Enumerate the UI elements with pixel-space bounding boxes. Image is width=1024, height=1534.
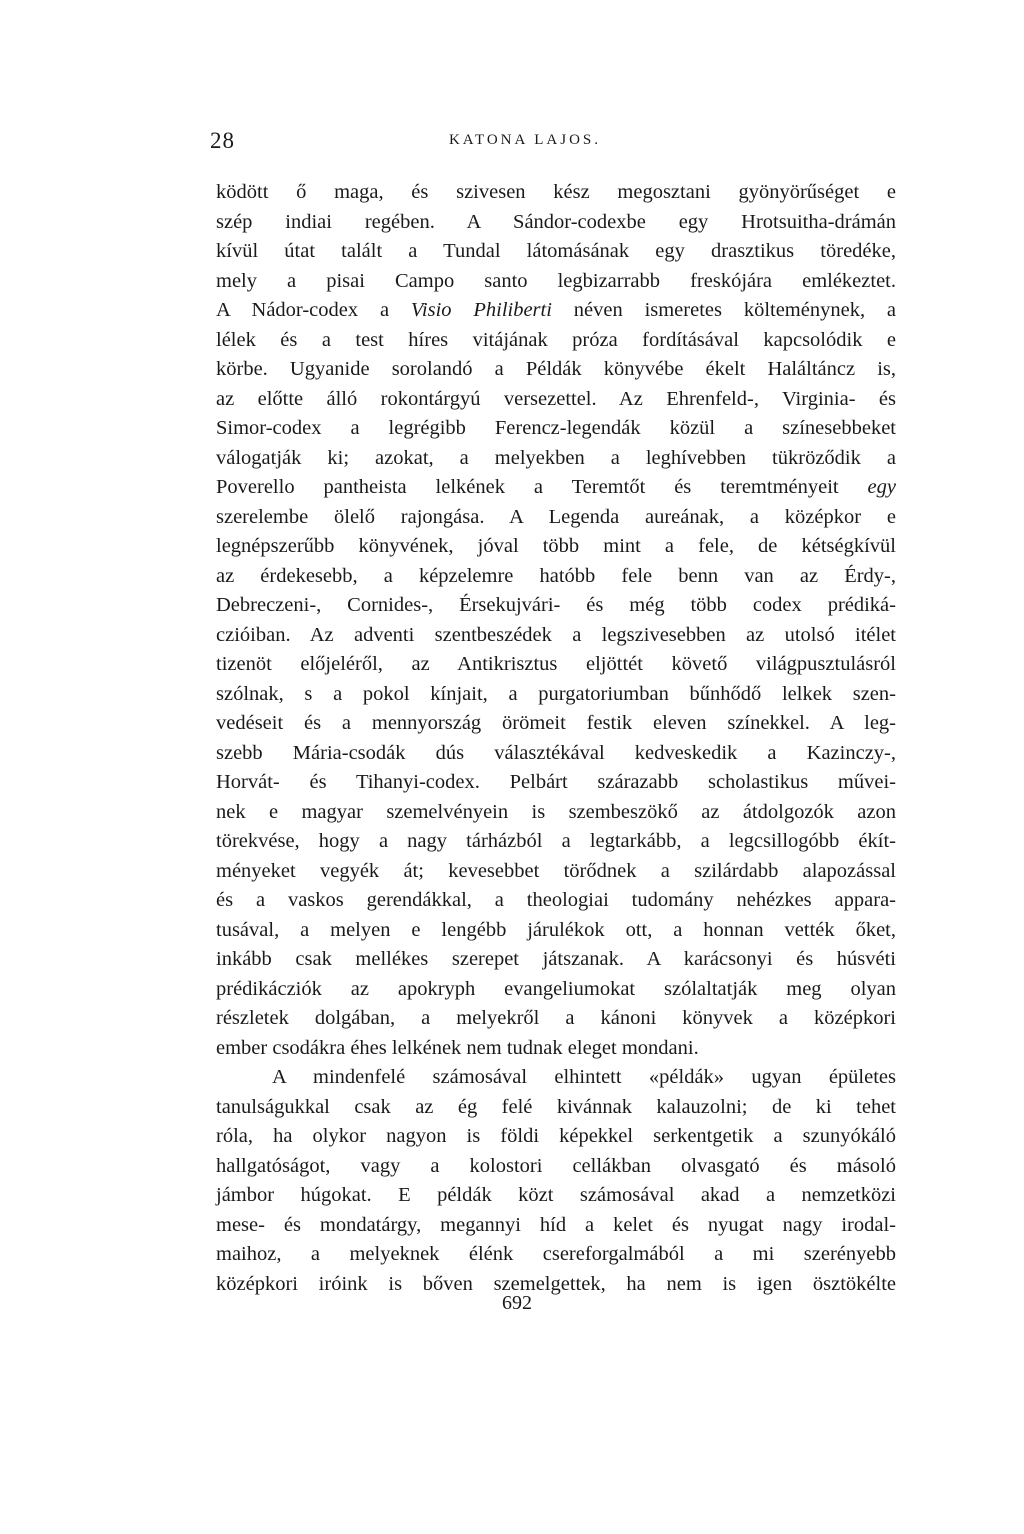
text-line: az érdekesebb, a képzelemre hatóbb fele benn van az Érdy-, [216, 564, 896, 587]
text-line: ködött ő maga, és szivesen kész megosztani gyönyörűséget e [216, 181, 896, 203]
text-line: czióiban. Az adventi szentbeszédek a legszivesebben az utolsó itélet [216, 623, 896, 646]
text-line: válogatják ki; azokat, a melyekben a leghívebben tükröződik a [216, 446, 896, 469]
text-line: A mindenfelé számosával elhintett «példák» ugyan épületes [272, 1066, 896, 1088]
text-line: szebb Mária-csodák dús választékával kedveskedik a Kazinczy-, [216, 741, 896, 764]
text-line: körbe. Ugyanide sorolandó a Példák könyvébe ékelt Haláltáncz is, [216, 358, 896, 380]
text-line [216, 296, 896, 326]
text-line: és a vaskos gerendákkal, a theologiai tudomány nehézkes appara- [216, 889, 896, 911]
text-line: legnépszerűbb könyvének, jóval több mint a fele, de kétségkívül [216, 535, 896, 557]
text-line: jámbor húgokat. E példák közt számosával akad a nemzetközi [216, 1184, 896, 1206]
text-line: tizenöt előjeléről, az Antikrisztus eljöttét követő világpusztulásról [216, 653, 896, 675]
text-segment: néven ismeretes költeménynek, a [573, 299, 897, 321]
text-segment: A Nádor-codex a [216, 299, 390, 321]
text-line: hallgatóságot, vagy a kolostori cellákban olvasgató és másoló [216, 1154, 896, 1177]
text-line: Debreczeni-, Cornides-, Érsekujvári- és még több codex prédiká- [216, 594, 896, 616]
text-line: maihoz, a melyeknek élénk csereforgalmából a mi szerényebb [216, 1243, 896, 1265]
text-line: mese- és mondatárgy, megannyi híd a kelet és nyugat nagy irodal- [216, 1213, 896, 1236]
italic-title: Visio Philiberti [410, 299, 552, 321]
text-line: részletek dolgában, a melyekről a kánoni könyvek a középkori [216, 1007, 896, 1029]
text-line: az előtte álló rokontárgyú versezettel. Az Ehrenfeld-, Virginia- és [216, 387, 896, 410]
body-text [216, 178, 896, 1299]
text-line: nek e magyar szemelvényein is szembeszökő az átdolgozók azon [216, 800, 896, 823]
text-line: prédikácziók az apokryph evangeliumokat szólaltatják meg olyan [216, 977, 896, 1000]
text-line: szerelembe ölelő rajongása. A Legenda aureának, a középkor e [216, 505, 896, 528]
text-line: ményeket vegyék át; kevesebbet törődnek a szilárdabb alapozással [216, 859, 896, 882]
text-line: ember csodákra éhes lelkének nem tudnak eleget mondani. [216, 1036, 699, 1059]
text-line: törekvése, hogy a nagy tárházból a legtarkább, a legcsillogóbb ékít- [216, 830, 896, 852]
text-line: kívül útat talált a Tundal látomásának egy drasztikus töredéke, [216, 240, 896, 262]
page-number: 28 [210, 128, 235, 153]
text-line: mely a pisai Campo santo legbizarrabb freskójára emlékeztet. [216, 269, 896, 292]
text-line: inkább csak mellékes szerepet játszanak. A karácsonyi és húsvéti [216, 948, 896, 970]
text-line: tanulságukkal csak az ég felé kivánnak kalauzolni; de ki tehet [216, 1095, 896, 1118]
running-title: KATONA LAJOS. [448, 132, 602, 148]
text-line: vedéseit és a mennyország örömeit festik eleven színekkel. A leg- [216, 712, 896, 734]
italic-word: egy [867, 476, 896, 498]
text-line: Simor-codex a legrégibb Ferencz-legendák közül a színesebbeket [216, 417, 896, 439]
footer-page-number: 692 [502, 1292, 532, 1314]
text-line: lélek és a test híres vitájának próza fordításával kapcsolódik e [216, 328, 896, 351]
text-line: szólnak, s a pokol kínjait, a purgatoriumban bűnhődő lelkek szen- [216, 682, 896, 705]
text-line: róla, ha olykor nagyon is földi képekkel serkentgetik a szunyókáló [216, 1125, 896, 1147]
text-line: szép indiai regében. A Sándor-codexbe egy Hrotsuitha-drámán [216, 210, 896, 233]
text-line [216, 473, 896, 503]
text-segment: Poverello pantheista lelkének a Teremtőt és teremtményeit [216, 476, 839, 498]
text-line: tusával, a melyen e lengébb járulékok ott, a honnan vették őket, [216, 918, 896, 941]
text-line: Horvát- és Tihanyi-codex. Pelbárt szárazabb scholastikus művei- [216, 771, 896, 793]
text-line: középkori iróink is bőven szemelgettek, ha nem is igen ösztökélte [216, 1272, 896, 1295]
